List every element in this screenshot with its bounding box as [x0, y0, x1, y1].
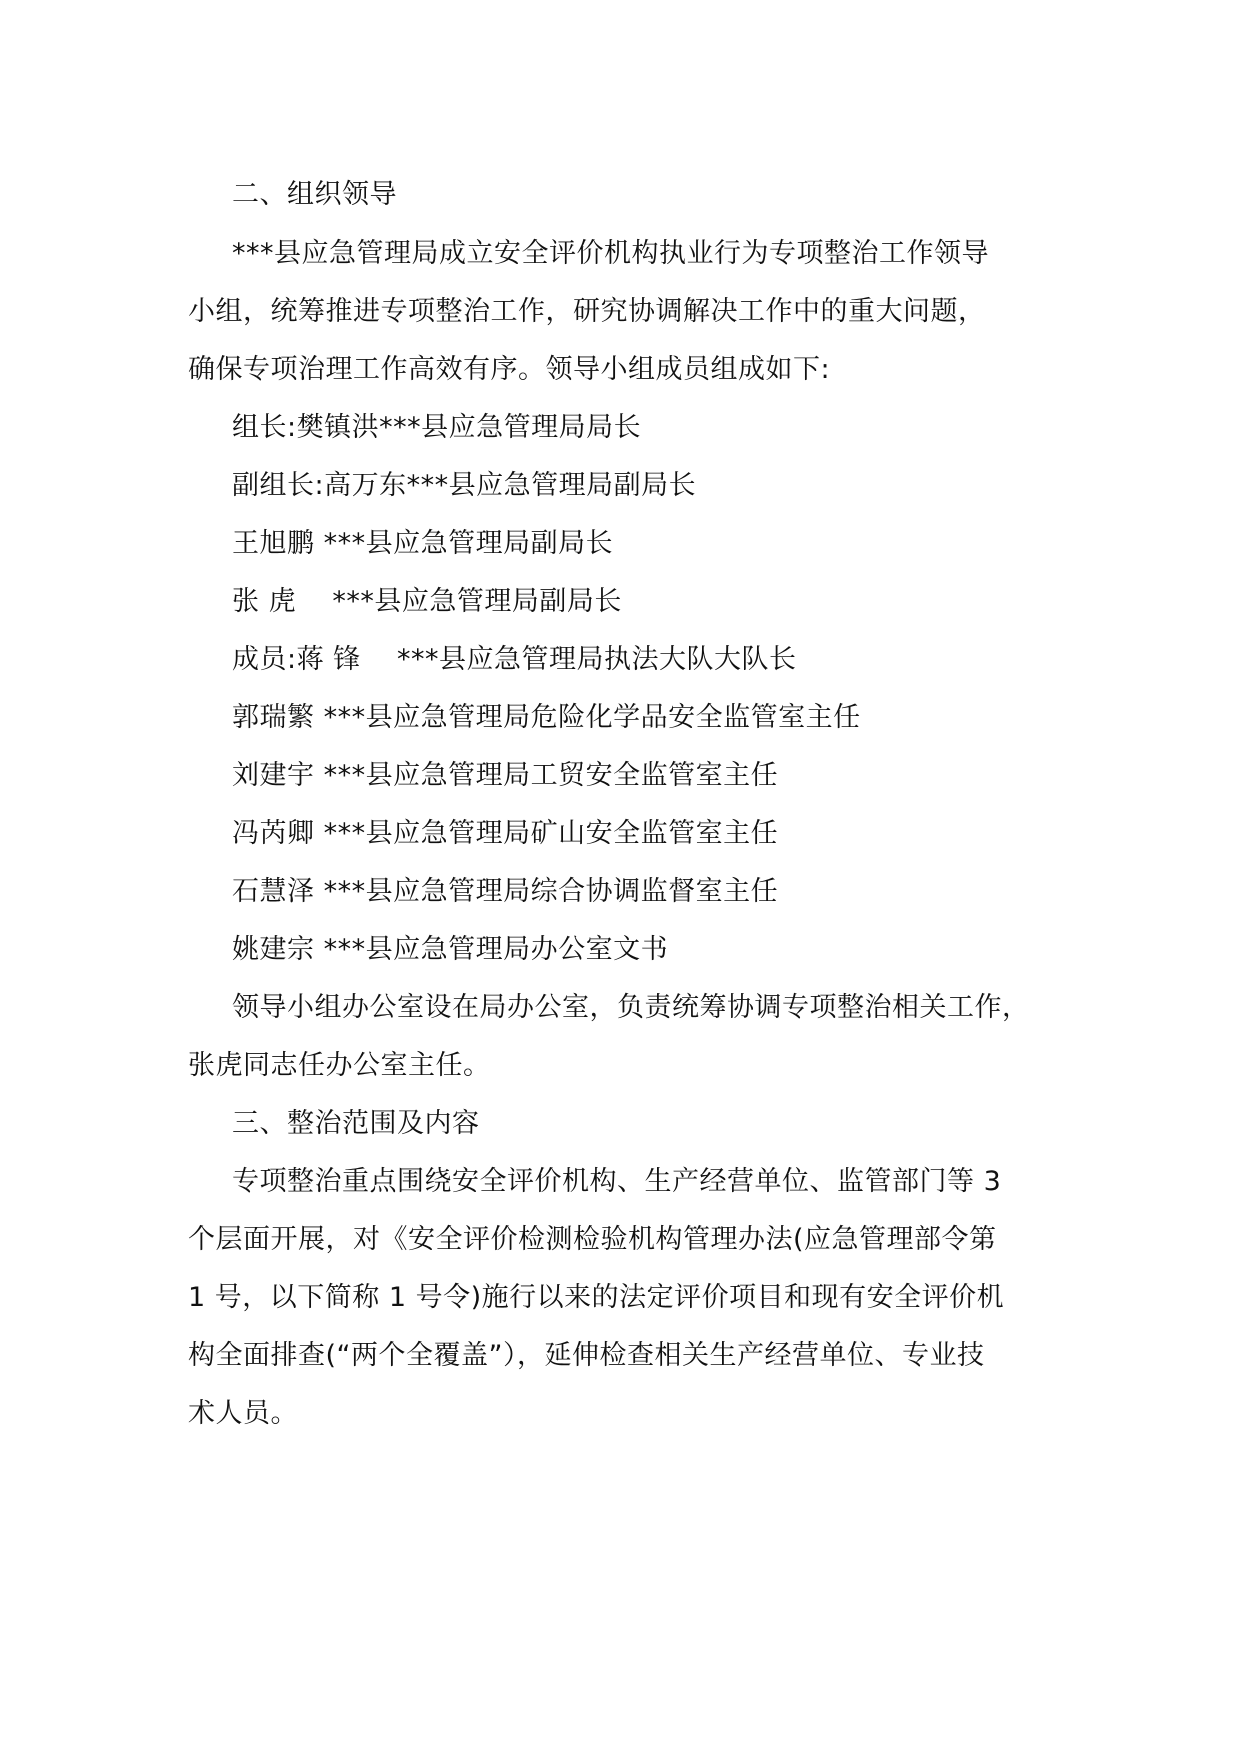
paragraph-line: 构全面排查(“两个全覆盖”），延伸检查相关生产经营单位、专业技	[188, 1340, 985, 1371]
paragraph-line: 小组，统筹推进专项整治工作，研究协调解决工作中的重大问题，	[188, 296, 986, 327]
member-line: 姚建宗 ***县应急管理局办公室文书	[232, 934, 669, 965]
member-line: 冯芮卿 ***县应急管理局矿山安全监管室主任	[232, 818, 779, 849]
section-heading-scope: 三、整治范围及内容	[232, 1108, 480, 1139]
member-line: 郭瑞繁 ***县应急管理局危险化学品安全监管室主任	[232, 702, 861, 733]
paragraph-line: 张虎同志任办公室主任。	[188, 1050, 491, 1081]
member-line: 王旭鹏 ***县应急管理局副局长	[232, 528, 614, 559]
paragraph-line: 专项整治重点围绕安全评价机构、生产经营单位、监管部门等 3	[232, 1166, 1002, 1197]
paragraph-line: 个层面开展，对《安全评价检测检验机构管理办法(应急管理部令第	[188, 1224, 997, 1255]
member-line: 石慧泽 ***县应急管理局综合协调监督室主任	[232, 876, 779, 907]
member-line-members: 成员:蒋 锋 ***县应急管理局执法大队大队长	[232, 644, 797, 675]
paragraph-line: 1 号，以下简称 1 号令)施行以来的法定评价项目和现有安全评价机	[188, 1282, 1005, 1313]
paragraph-line: 确保专项治理工作高效有序。领导小组成员组成如下:	[188, 354, 831, 385]
paragraph-line: 领导小组办公室设在局办公室，负责统筹协调专项整治相关工作，	[232, 992, 1030, 1023]
paragraph-line: ***县应急管理局成立安全评价机构执业行为专项整治工作领导	[232, 238, 989, 269]
section-heading-organization: 二、组织领导	[232, 179, 397, 210]
member-line: 张 虎 ***县应急管理局副局长	[232, 586, 622, 617]
member-line-deputy-leader: 副组长:高万东***县应急管理局副局长	[232, 470, 697, 501]
member-line-leader: 组长:樊镇洪***县应急管理局局长	[232, 412, 642, 443]
member-line: 刘建宇 ***县应急管理局工贸安全监管室主任	[232, 760, 779, 791]
paragraph-line: 术人员。	[188, 1398, 298, 1429]
